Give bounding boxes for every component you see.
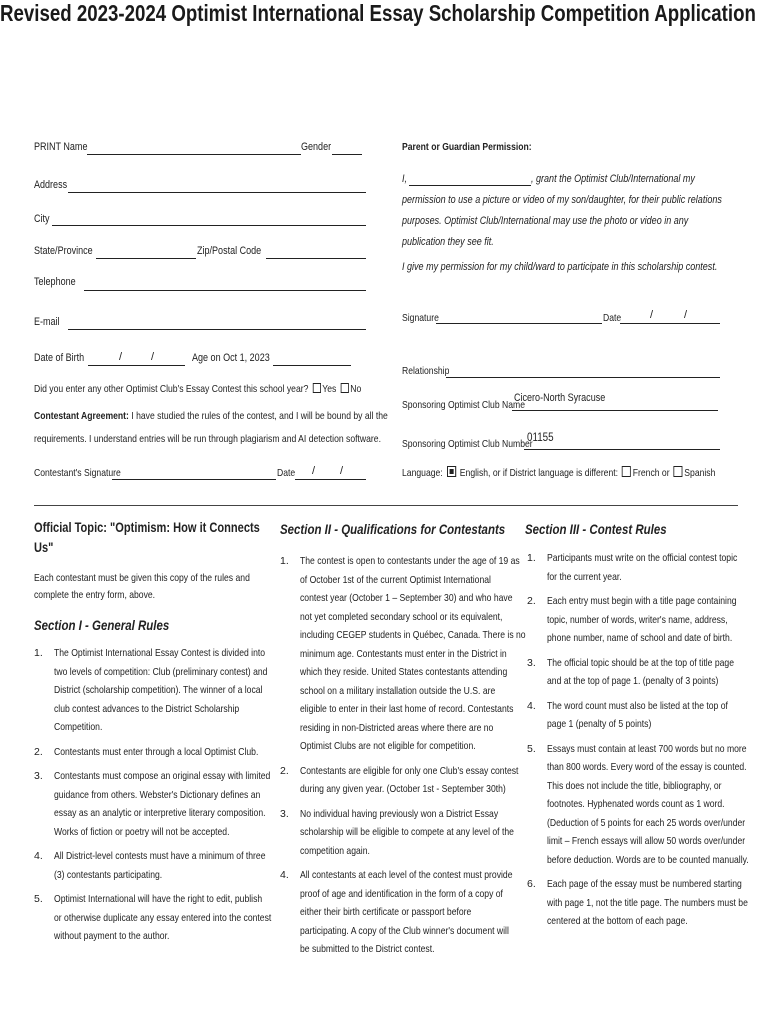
rule-line: guidance from others. Webster's Dictionary defines an <box>54 788 261 801</box>
rule-number: 4. <box>34 850 43 862</box>
rule-line: participating. A copy of the Club winner's document will <box>300 924 509 937</box>
rule-number: 2. <box>280 764 289 777</box>
rule-line: phone number, name of school and date of birth. <box>547 632 733 644</box>
rule-number: 6. <box>527 878 536 890</box>
rule-line: club contest advances to the District Scholarship <box>54 702 240 715</box>
section-1-title: Section I - General Rules <box>34 617 170 633</box>
rule-line: or otherwise duplicate any essay entered into the contest <box>54 911 272 924</box>
club-name-value: Cicero-North Syracuse <box>514 392 606 404</box>
rule-line: not yet completed secondary school or its equivalent, <box>300 610 503 623</box>
address-label: Address <box>34 179 68 191</box>
city-label: City <box>34 213 50 225</box>
rule-line: This does not include the title, bibliography, or <box>547 779 722 792</box>
guardian-name-field[interactable] <box>409 185 531 186</box>
rule-line: centered at the bottom of each page. <box>547 915 688 927</box>
rule-line: page 1 (penalty of 5 points) <box>547 718 652 730</box>
rule-line: footnotes. Hyphenated words count as 1 word. <box>547 798 725 810</box>
rule-line: (Deduction of 5 points for each 25 words over/under <box>547 816 746 829</box>
guardian-date-slash-2: / <box>684 309 688 321</box>
rule-item <box>34 767 294 841</box>
rule-line: during any given year. (October 1st - September 30th) <box>300 783 506 795</box>
rule-number: 1. <box>34 647 43 659</box>
guardian-signature-field[interactable] <box>436 323 602 324</box>
rule-number: 5. <box>527 742 536 755</box>
rule-item <box>34 847 294 884</box>
rule-item <box>527 875 770 931</box>
contestant-date-label: Date <box>277 467 296 479</box>
english-label: English, or if District language is different: <box>459 467 619 479</box>
rule-line: including CEGEP students in Québec, Canada. There is no <box>300 629 526 641</box>
rule-number: 2. <box>527 595 536 607</box>
rule-line: eligible to enter in their last home of record. Contestants <box>300 703 514 715</box>
guardian-date-slash-1: / <box>650 309 654 321</box>
rule-item <box>527 654 770 691</box>
rule-line: Works of fiction or poetry will not be accepted. <box>54 825 230 838</box>
state-label: State/Province <box>34 245 93 257</box>
age-field[interactable] <box>273 365 351 366</box>
perm-i: I, <box>402 173 408 185</box>
rule-item <box>280 552 550 756</box>
rule-line: All contestants at each level of the contest must provide <box>300 869 513 881</box>
rule-item <box>34 890 294 946</box>
club-number-value: 01155 <box>527 430 554 444</box>
rule-line: school on a military installation outside the U.S. are <box>300 684 496 697</box>
spanish-checkbox[interactable] <box>674 466 683 477</box>
dob-field[interactable] <box>88 365 185 366</box>
rule-line: District (scholarship competition). The winner of a local <box>54 684 263 696</box>
column-general-rules <box>34 518 259 632</box>
rule-number: 1. <box>527 552 536 564</box>
agreement-label: Contestant Agreement: <box>34 410 129 422</box>
rule-item <box>280 762 550 799</box>
section-divider <box>34 505 738 506</box>
rule-line: The official topic should be at the top of title page <box>547 656 734 669</box>
rule-line: (3) contestants participating. <box>54 868 163 881</box>
dob-label: Date of Birth <box>34 352 85 364</box>
rule-item <box>527 697 770 734</box>
zip-field[interactable] <box>266 258 366 259</box>
rule-line: either their birth certificate or passport before <box>300 906 472 918</box>
rule-line: Contestants must compose an original essay with limited <box>54 770 271 782</box>
dob-slash-2: / <box>151 351 155 363</box>
telephone-field[interactable] <box>84 290 366 291</box>
city-field[interactable] <box>52 225 366 226</box>
yes-checkbox[interactable] <box>312 383 320 393</box>
rule-line: Contestants must enter through a local Optimist Club. <box>54 745 259 758</box>
club-name-label: Sponsoring Optimist Club Name <box>402 399 525 411</box>
french-label: French or <box>632 467 670 479</box>
rule-line: without payment to the author. <box>54 930 170 942</box>
contest-rules-list <box>527 549 770 937</box>
rule-line: competition again. <box>300 844 370 857</box>
perm-line-1: , grant the Optimist Club/International my <box>531 173 695 185</box>
rule-line: be submitted to the District contest. <box>300 943 435 955</box>
general-rules-list <box>34 644 294 952</box>
rule-number: 4. <box>280 869 289 881</box>
rule-line: for the current year. <box>547 570 622 583</box>
rule-line: Participants must write on the official contest topic <box>547 552 738 564</box>
guardian-signature-label: Signature <box>402 312 439 324</box>
contestant-signature-field[interactable] <box>112 479 276 480</box>
contestant-date-slash-1: / <box>312 465 316 477</box>
print-name-field[interactable] <box>87 154 301 155</box>
rule-line: Contestants are eligible for only one Club's essay contest <box>300 764 519 777</box>
contestant-date-field[interactable] <box>295 479 366 480</box>
rule-line: residing in non-Districted areas where there are no <box>300 721 494 734</box>
rule-item <box>34 644 294 737</box>
rule-number: 3. <box>34 770 43 782</box>
participate-text: I give my permission for my child/ward to participate in this scholarship contest. <box>402 261 718 273</box>
official-topic-line-2: Us" <box>34 540 54 555</box>
intro-line-2: complete the entry form, above. <box>34 589 156 601</box>
state-field[interactable] <box>96 258 196 259</box>
address-field[interactable] <box>68 192 366 193</box>
age-label: Age on Oct 1, 2023 <box>192 352 270 364</box>
relationship-field[interactable] <box>446 377 720 378</box>
rule-number: 1. <box>280 555 289 567</box>
perm-line-3: purposes. Optimist Club/International may use the photo or video in any <box>402 215 689 227</box>
rule-number: 3. <box>527 656 536 669</box>
rule-number: 5. <box>34 893 43 905</box>
rule-line: Each entry must begin with a title page containing <box>547 595 737 607</box>
section-2-title: Section II - Qualifications for Contestants <box>280 521 506 537</box>
rule-line: topic, number of words, writer's name, address, <box>547 613 728 626</box>
rule-line: Optimist Clubs are not eligible for competition. <box>300 740 476 752</box>
gender-field[interactable] <box>332 154 362 155</box>
qualifications-list <box>280 552 550 965</box>
perm-line-2: permission to use a picture or video of my son/daughter, for their public relations <box>402 194 722 206</box>
official-topic-line-1: Official Topic: "Optimism: How it Connects <box>34 520 260 535</box>
relationship-label: Relationship <box>402 365 450 377</box>
rule-line: which they reside. United States contestants attending <box>300 666 508 678</box>
rule-line: and at the top of page 1. (penalty of 3 points) <box>547 675 719 687</box>
email-field[interactable] <box>68 329 366 330</box>
telephone-label: Telephone <box>34 276 76 288</box>
email-label: E-mail <box>34 316 60 328</box>
rule-item <box>527 592 770 648</box>
rule-line: essay as an analytic or interpretive literary composition. <box>54 807 266 819</box>
rule-line: Essays must contain at least 700 words but no more <box>547 742 747 755</box>
rule-line: Competition. <box>54 721 103 733</box>
rule-item <box>527 740 770 870</box>
rule-line: contest year (October 1 – September 30) and who have <box>300 592 513 604</box>
rule-line: Each page of the essay must be numbered starting <box>547 878 742 890</box>
gender-label: Gender <box>301 141 332 153</box>
rule-item <box>280 805 550 861</box>
rule-item <box>34 743 294 762</box>
agreement-text-1: I have studied the rules of the contest, and I will be bound by all the <box>131 410 388 422</box>
rule-line: The contest is open to contestants under the age of 19 as <box>300 555 520 567</box>
section-3-title: Section III - Contest Rules <box>525 521 667 537</box>
agreement-text-2: requirements. I understand entries will be run through plagiarism and AI detection software. <box>34 433 381 445</box>
contestant-signature-label: Contestant's Signature <box>34 467 121 479</box>
club-number-label: Sponsoring Optimist Club Number <box>402 438 533 450</box>
zip-label: Zip/Postal Code <box>197 245 262 257</box>
rule-line: minimum age. Contestants must enter in the District in <box>300 647 507 660</box>
rule-line: scholarship will be eligible to compete at any level of the <box>300 826 514 838</box>
contestant-agreement <box>34 409 388 423</box>
other-contest-question: Did you enter any other Optimist Club's Essay Contest this school year? Yes No <box>34 383 362 395</box>
permission-heading: Parent or Guardian Permission: <box>402 141 532 153</box>
rule-line: before deduction. Words are to be counted manually. <box>547 853 749 866</box>
guardian-date-label: Date <box>603 312 622 324</box>
rule-line: All District-level contests must have a minimum of three <box>54 850 266 862</box>
perm-line-4: publication they see fit. <box>402 236 494 248</box>
page-title: Revised 2023-2024 Optimist International Essay Scholarship Competition Application <box>0 0 756 26</box>
print-name-label: PRINT Name <box>34 141 88 153</box>
rule-number: 4. <box>527 699 536 712</box>
contestant-date-slash-2: / <box>340 465 344 477</box>
rule-line: limit – French essays will allow 50 words over/under <box>547 835 746 847</box>
english-checkbox[interactable] <box>447 466 456 477</box>
spanish-label: Spanish <box>684 467 716 479</box>
intro-line-1: Each contestant must be given this copy of the rules and <box>34 572 250 584</box>
club-name-field[interactable] <box>512 410 718 411</box>
rule-item <box>527 549 770 586</box>
rule-number: 3. <box>280 807 289 820</box>
guardian-date-field[interactable] <box>620 323 720 324</box>
rule-line: The word count must also be listed at the top of <box>547 699 728 712</box>
rule-line: proof of age and identification in the form of a copy of <box>300 887 503 900</box>
rule-line: The Optimist International Essay Contest is divided into <box>54 647 266 659</box>
french-checkbox[interactable] <box>622 466 631 477</box>
club-number-field[interactable] <box>524 449 720 450</box>
rule-number: 2. <box>34 745 43 758</box>
rule-line: Optimist International will have the right to edit, publish <box>54 893 263 905</box>
language-label: Language: <box>402 467 443 479</box>
dob-slash-1: / <box>119 351 123 363</box>
rule-line: with page 1, not the title page. The numbers must be <box>547 896 748 909</box>
rule-item <box>280 866 550 959</box>
rule-line: No individual having previously won a District Essay <box>300 807 499 820</box>
rule-line: of October 1st of the current Optimist International <box>300 573 491 586</box>
language-row <box>402 466 715 480</box>
rule-line: than 800 words. Every word of the essay is counted. <box>547 761 747 773</box>
no-checkbox[interactable] <box>340 383 348 393</box>
rule-line: two levels of competition: Club (preliminary contest) and <box>54 665 268 678</box>
